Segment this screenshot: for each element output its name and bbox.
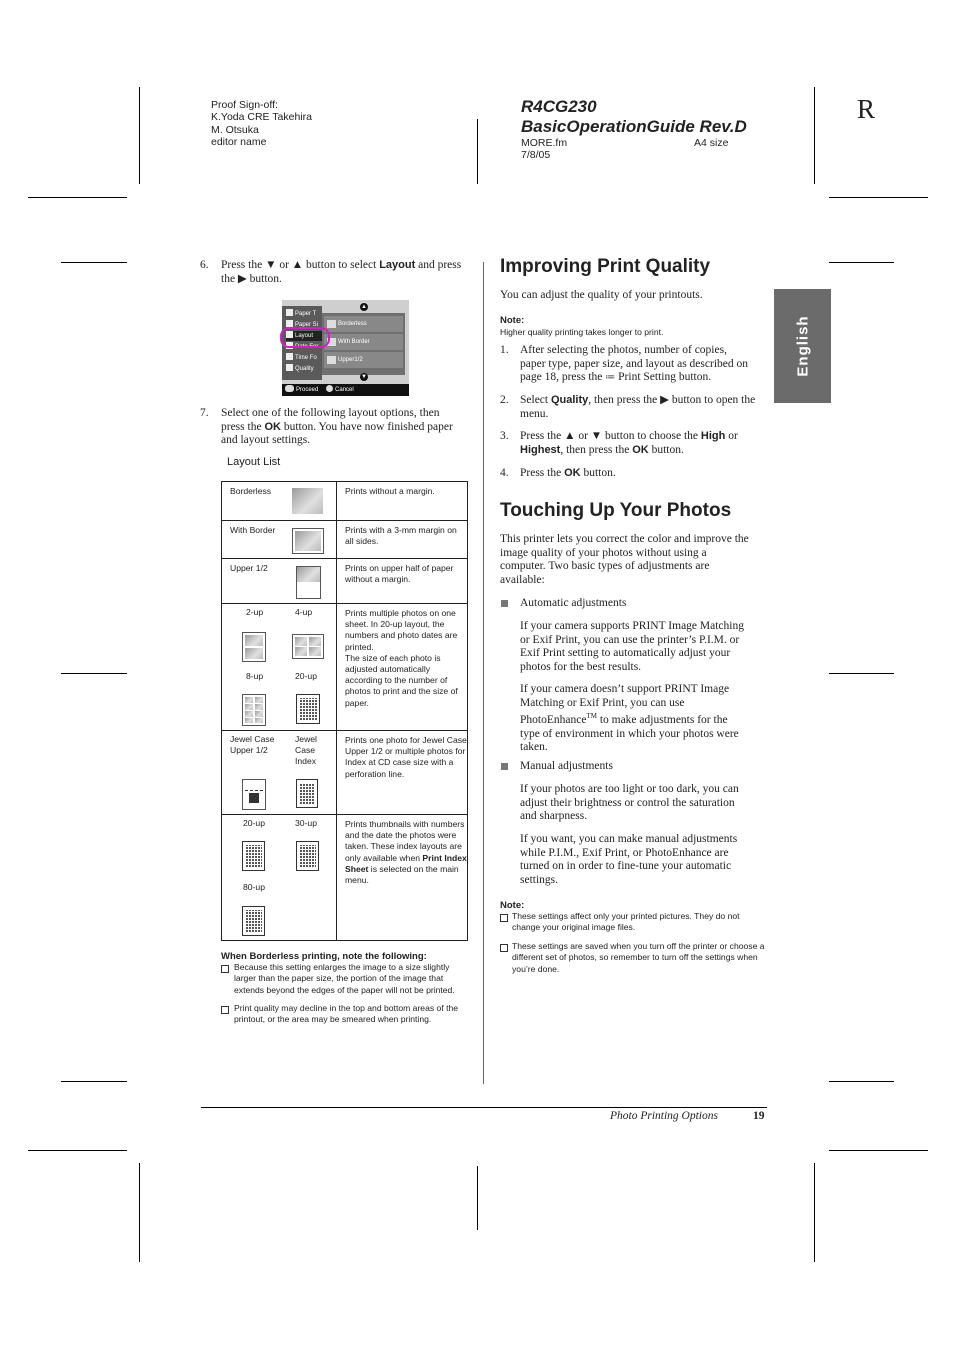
text: to make adjustments for the [596, 714, 728, 727]
doc-code: R4CG230 [521, 97, 597, 116]
keyword: OK [564, 467, 581, 479]
text: type of environment in which your photos were [520, 727, 739, 740]
note-label: Note: [500, 900, 525, 911]
text: button. [580, 467, 616, 479]
keyword: High [700, 430, 726, 442]
text: menu. [520, 407, 549, 420]
layout-name: 30-up [295, 818, 317, 828]
layout-name: Jewel Case Upper 1/2 [230, 734, 275, 756]
settings-note: These settings affect only your printed pictures. They do not change your original image files. [512, 911, 740, 933]
quality-step-3 [520, 430, 770, 457]
corner-letter: R [857, 94, 876, 124]
layout-desc: Prints without a margin. [337, 482, 468, 521]
text: Print Setting button. [615, 371, 712, 384]
checkbox-bullet-icon [221, 965, 229, 973]
layout-name: 20-up [243, 818, 265, 828]
borderless-note: Print quality may decline in the top and bottom areas of the printout, or the area may be smeared when printing. [234, 1003, 459, 1025]
lcd-option: Borderless [324, 316, 403, 332]
text: , then press the ▶ button to open the [588, 394, 756, 406]
layout-desc [337, 815, 468, 941]
keyword: OK [632, 443, 649, 456]
layout-name: With Border [230, 525, 276, 535]
file-name: MORE.fm [521, 137, 568, 149]
step-number: 1. [500, 344, 509, 356]
doc-name: BasicOperationGuide Rev.D [521, 117, 747, 136]
text: press the [221, 420, 265, 433]
proof-line: Proof Sign-off: [211, 99, 278, 111]
2-up-thumbnail [242, 632, 266, 662]
quality-intro: You can adjust the quality of your printouts. [500, 289, 703, 301]
borderless-note-title: When Borderless printing, note the following: [221, 951, 427, 962]
table-row [222, 559, 468, 604]
text: Select [520, 394, 551, 406]
quality-step-4 [520, 467, 616, 481]
auto-paragraph-2 [520, 683, 770, 755]
step-number: 3. [500, 430, 509, 442]
heading-improving-quality: Improving Print Quality [500, 256, 711, 277]
page-number: 19 [753, 1110, 765, 1122]
layout-name: Jewel Case Index [295, 734, 317, 767]
text: Matching or Exif Print, you can use [520, 696, 685, 709]
text: computer. Two basic types of adjustments are [500, 560, 710, 573]
keyword: Print Index Sheet [345, 852, 467, 874]
text: adjust their brightness or control the saturation [520, 796, 735, 809]
layout-desc: Prints on upper half of paper without a margin. [337, 559, 468, 604]
text: , then press the [560, 443, 633, 456]
text: the ▶ button. [221, 272, 282, 285]
index-20-up-thumbnail [242, 841, 265, 871]
document-title [521, 97, 747, 137]
text: Select one of the following layout options, then [221, 407, 440, 419]
layout-name: Upper 1/2 [230, 563, 268, 573]
text: photos for the best results. [520, 660, 642, 673]
bullet-manual: Manual adjustments [520, 760, 613, 772]
text: page 18, press the [520, 371, 606, 384]
text: taken. [520, 741, 548, 754]
text: If your camera doesn’t support PRINT Image [520, 683, 730, 695]
trademark: TM [586, 712, 597, 721]
text: settings. [520, 873, 559, 886]
table-row [222, 815, 468, 941]
lcd-menu-item: Date For [286, 342, 326, 352]
footer-section: Photo Printing Options [610, 1110, 718, 1122]
text: and layout settings. [221, 434, 311, 447]
text: Prints thumbnails with numbers and the date the photos were taken. These index layouts are only available when [345, 819, 465, 863]
layout-cell [222, 482, 337, 521]
square-bullet-icon [501, 600, 508, 607]
manual-paragraph-2 [520, 833, 770, 887]
keyword: Highest [520, 443, 561, 456]
print-setting-icon: ≔ [605, 372, 616, 384]
highlight-circle [280, 327, 330, 348]
up-arrow-icon: ▲ [361, 304, 367, 310]
upper-half-thumbnail [296, 566, 321, 599]
step-6-text [221, 259, 471, 286]
text: or Exif Print, you can use the printer’s P.I.M. or [520, 633, 740, 646]
checkbox-bullet-icon [500, 944, 508, 952]
jewel-upper-thumbnail [242, 779, 266, 810]
text: If your camera supports PRINT Image Matching [520, 620, 744, 632]
text: is selected on the main menu. [345, 863, 459, 886]
doc-date: 7/8/05 [521, 149, 551, 162]
keyword: OK [264, 420, 281, 433]
keyword: Layout [379, 259, 416, 271]
layout-cell [222, 521, 337, 559]
borderless-thumbnail [292, 488, 323, 514]
text: button. [648, 443, 684, 456]
table-row [222, 604, 468, 731]
text: If you want, you can make manual adjustments [520, 833, 738, 845]
4-up-thumbnail [292, 634, 324, 659]
lcd-menu-item: Paper T [286, 309, 326, 319]
text: image quality of your photos without using a [500, 546, 707, 559]
text: Press the [520, 467, 565, 479]
lcd-proceed-label: Proceed [296, 387, 319, 393]
language-tab-label: English [794, 315, 811, 377]
layout-name: Borderless [230, 486, 272, 496]
step-number: 7. [200, 407, 209, 419]
text: Press the ▲ or ▼ button to choose the [520, 430, 701, 442]
20-up-thumbnail [296, 694, 320, 724]
index-80-up-thumbnail [242, 906, 265, 936]
step-7-text [221, 407, 471, 448]
lcd-menu-item: Time Fo [286, 353, 326, 363]
layout-cell [222, 815, 337, 941]
step-number: 6. [200, 259, 209, 271]
layout-name: 2-up [246, 607, 264, 617]
index-30-up-thumbnail [296, 841, 319, 871]
lcd-menu-item-selected: Layout [286, 331, 326, 341]
layout-desc-text: Prints multiple photos on one sheet. In 20-up layout, the numbers and photo dates are printed. The size of each photo is adjusted automatically according to the number of photos to print and the size of paper. [345, 608, 458, 708]
text: After selecting the photos, number of copies, [520, 344, 727, 356]
layout-desc: Prints one photo for Jewel Case Upper 1/2 or multiple photos for Index at CD case size with a perforation line. [337, 731, 468, 815]
quality-step-2 [520, 394, 770, 421]
quality-step-1 [520, 344, 770, 385]
layout-cell [222, 731, 337, 815]
lcd-menu-item: Paper Si [286, 320, 326, 330]
text: PhotoEnhance [520, 714, 587, 727]
text: paper type, paper size, and layout as described on [520, 357, 748, 370]
note-label: Note: [500, 315, 525, 326]
table-row [222, 482, 468, 521]
square-bullet-icon [501, 763, 508, 770]
text: button. You have now finished paper [280, 420, 453, 433]
8-up-thumbnail [242, 694, 266, 726]
layout-name: 20-up [295, 671, 317, 681]
layout-name: 4-up [295, 607, 313, 617]
language-tab [774, 289, 831, 403]
lcd-option: With Border [324, 334, 403, 350]
text: or [725, 430, 738, 442]
borderless-note: Because this setting enlarges the image to a size slightly larger than the paper size, the portion of the image that extends beyond the edges of the paper will not be printed. [234, 962, 455, 995]
layout-cell [222, 559, 337, 604]
bullet-automatic: Automatic adjustments [520, 597, 627, 609]
jewel-index-thumbnail [296, 779, 318, 808]
layout-desc [337, 604, 468, 731]
text: Exif Print setting to automatically adjust your [520, 647, 731, 660]
lcd-options [322, 313, 405, 375]
layout-name: 80-up [243, 882, 265, 892]
with-border-thumbnail [292, 528, 324, 554]
text: while P.I.M., Exif Print, or PhotoEnhance are [520, 846, 729, 859]
lcd-cancel-label: Cancel [335, 387, 354, 393]
layout-desc: Prints with a 3-mm margin on all sides. [337, 521, 468, 559]
paper-size: A4 size [694, 137, 729, 149]
auto-paragraph-1 [520, 620, 770, 674]
proof-line: editor name [211, 135, 267, 148]
ok-icon [285, 385, 294, 392]
manual-paragraph-1 [520, 783, 770, 824]
text: and press [415, 259, 462, 271]
proof-line: K.Yoda CRE Takehira [211, 111, 312, 124]
text: If your photos are too light or too dark, you can [520, 783, 739, 795]
proof-line: M. Otsuka [211, 123, 259, 136]
text: available: [500, 573, 545, 586]
lcd-option: Upper1/2 [324, 352, 403, 368]
layout-table [221, 481, 468, 941]
cancel-icon [326, 385, 333, 392]
document-meta [521, 137, 567, 162]
checkbox-bullet-icon [500, 914, 508, 922]
table-row [222, 731, 468, 815]
table-row [222, 521, 468, 559]
text: and sharpness. [520, 810, 588, 823]
lcd-screen-image [282, 300, 409, 396]
checkbox-bullet-icon [221, 1006, 229, 1014]
quality-note: Higher quality printing takes longer to print. [500, 327, 664, 337]
keyword: Quality [550, 394, 589, 406]
settings-note: These settings are saved when you turn off the printer or choose a different set of photos, so remember to turn off the settings when you’re done. [512, 941, 765, 974]
lcd-button-bar [282, 384, 409, 396]
down-arrow-icon: ▼ [361, 374, 367, 380]
layout-name: 8-up [246, 671, 264, 681]
heading-touching-up: Touching Up Your Photos [500, 500, 732, 521]
layout-cell [222, 604, 337, 731]
layout-list-title: Layout List [227, 456, 281, 468]
touch-intro [500, 533, 770, 587]
text: turned on in order to fine-tune your automatic [520, 860, 732, 873]
step-number: 2. [500, 394, 509, 406]
step-number: 4. [500, 467, 509, 479]
lcd-menu-item: Quality [286, 364, 326, 374]
text: Press the ▼ or ▲ button to select [221, 259, 380, 271]
text: This printer lets you correct the color and improve the [500, 533, 749, 545]
proof-signoff [211, 99, 312, 148]
